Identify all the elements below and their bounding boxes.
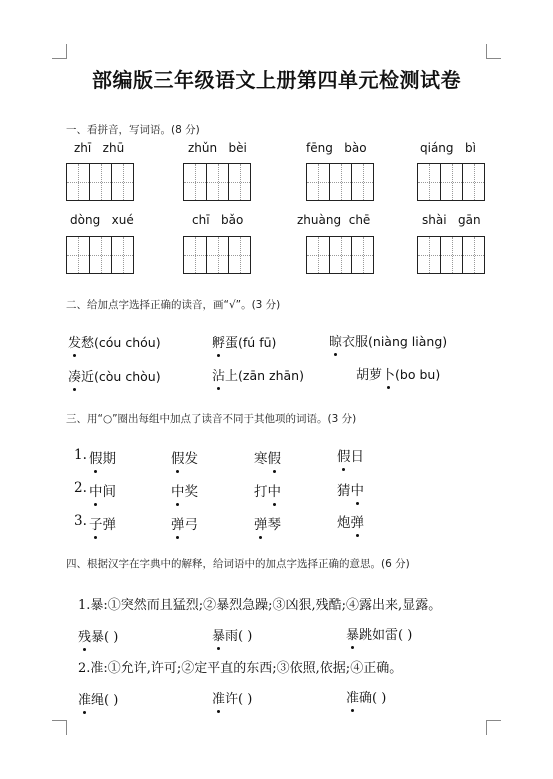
reading-choice-item: 孵蛋(fú fū)	[212, 335, 277, 351]
meaning-item: 准许( )	[212, 692, 253, 707]
word-option[interactable]: 假发	[171, 451, 198, 467]
dotted-char: 发	[68, 336, 82, 351]
pinyin-options[interactable]: (zān zhān)	[238, 368, 304, 383]
word-option[interactable]: 中奖	[171, 484, 198, 500]
definition-line-2: 2.准:①允许,许可;②定平直的东西;③依照,依据;④正确。	[78, 661, 403, 676]
pinyin-label: qiáng bì	[420, 141, 476, 155]
reading-choice-item: 沾上(zān zhān)	[212, 368, 304, 384]
writing-grid[interactable]	[183, 236, 251, 274]
reading-choice-item: 凑近(còu chòu)	[68, 369, 161, 385]
writing-grid[interactable]	[66, 236, 134, 274]
answer-blank[interactable]: ( )	[238, 692, 253, 707]
pinyin-options[interactable]: (bo bu)	[395, 367, 441, 382]
pinyin-options[interactable]: (fú fū)	[238, 335, 277, 350]
dotted-char: 凑	[68, 370, 82, 385]
pinyin-label: fēng bào	[306, 141, 367, 155]
pinyin-options[interactable]: (còu chòu)	[94, 369, 161, 384]
group-number: 1.	[74, 447, 87, 463]
definition-line-1: 1.暴:①突然而且猛烈;②暴烈急躁;③凶狠,残酷;④露出来,显露。	[78, 598, 442, 613]
answer-blank[interactable]: ( )	[104, 630, 119, 645]
answer-blank[interactable]: ( )	[398, 628, 413, 643]
reading-choice-item: 胡萝卜(bo bu)	[356, 367, 441, 383]
dotted-char: 沾	[212, 369, 226, 384]
word-option[interactable]: 打中	[254, 484, 281, 500]
writing-grid[interactable]	[417, 163, 485, 201]
writing-grid[interactable]	[183, 163, 251, 201]
page-title: 部编版三年级语文上册第四单元检测试卷	[92, 68, 461, 92]
answer-blank[interactable]: ( )	[372, 691, 387, 706]
corner-mark-top-left	[52, 44, 67, 59]
writing-grid[interactable]	[417, 236, 485, 274]
dotted-char: 晾	[329, 335, 343, 350]
reading-choice-item: 发愁(cóu chóu)	[68, 335, 161, 351]
word-option[interactable]: 猜中	[337, 483, 364, 499]
corner-mark-bottom-right	[486, 720, 501, 735]
pinyin-label: chī bǎo	[192, 213, 244, 227]
pinyin-label: zhǔn bèi	[188, 141, 247, 155]
word-option[interactable]: 子弹	[89, 517, 116, 533]
word-option[interactable]: 中间	[89, 484, 116, 500]
section1-heading: 一、看拼音，写词语。(8 分)	[66, 124, 200, 136]
section4-heading: 四、根据汉字在字典中的解释，给词语中的加点字选择正确的意思。(6 分)	[66, 558, 410, 570]
word-option[interactable]: 炮弹	[337, 515, 364, 531]
group-number: 2.	[74, 480, 87, 496]
pinyin-label: dòng xué	[70, 213, 134, 227]
pinyin-label: zhuàng chē	[297, 213, 371, 227]
meaning-item: 准确( )	[346, 691, 387, 706]
word-option[interactable]: 假日	[337, 449, 364, 465]
answer-blank[interactable]: ( )	[238, 629, 253, 644]
corner-mark-bottom-left	[52, 720, 67, 735]
section2-heading: 二、给加点字选择正确的读音，画“√”。(3 分)	[66, 299, 281, 311]
meaning-item: 暴雨( )	[212, 629, 253, 644]
meaning-item: 准绳( )	[78, 693, 119, 708]
word-option[interactable]: 寒假	[254, 451, 281, 467]
word-option[interactable]: 假期	[89, 451, 116, 467]
writing-grid[interactable]	[306, 236, 374, 274]
reading-choice-item: 晾衣服(niàng liàng)	[329, 334, 448, 350]
dotted-char: 卜	[382, 368, 396, 383]
writing-grid[interactable]	[66, 163, 134, 201]
section3-heading: 三、用“○”圈出每组中加点了读音不同于其他项的词语。(3 分)	[66, 413, 357, 425]
corner-mark-top-right	[486, 44, 501, 59]
answer-blank[interactable]: ( )	[104, 693, 119, 708]
dotted-char: 孵	[212, 336, 226, 351]
pinyin-options[interactable]: (niàng liàng)	[368, 334, 448, 349]
pinyin-label: zhī zhū	[74, 141, 125, 155]
meaning-item: 暴跳如雷( )	[346, 628, 413, 643]
word-option[interactable]: 弹弓	[171, 517, 198, 533]
meaning-item: 残暴( )	[78, 630, 119, 645]
word-option[interactable]: 弹琴	[254, 517, 281, 533]
writing-grid[interactable]	[306, 163, 374, 201]
group-number: 3.	[74, 513, 87, 529]
pinyin-label: shài gān	[422, 213, 481, 227]
pinyin-options[interactable]: (cóu chóu)	[94, 335, 161, 350]
